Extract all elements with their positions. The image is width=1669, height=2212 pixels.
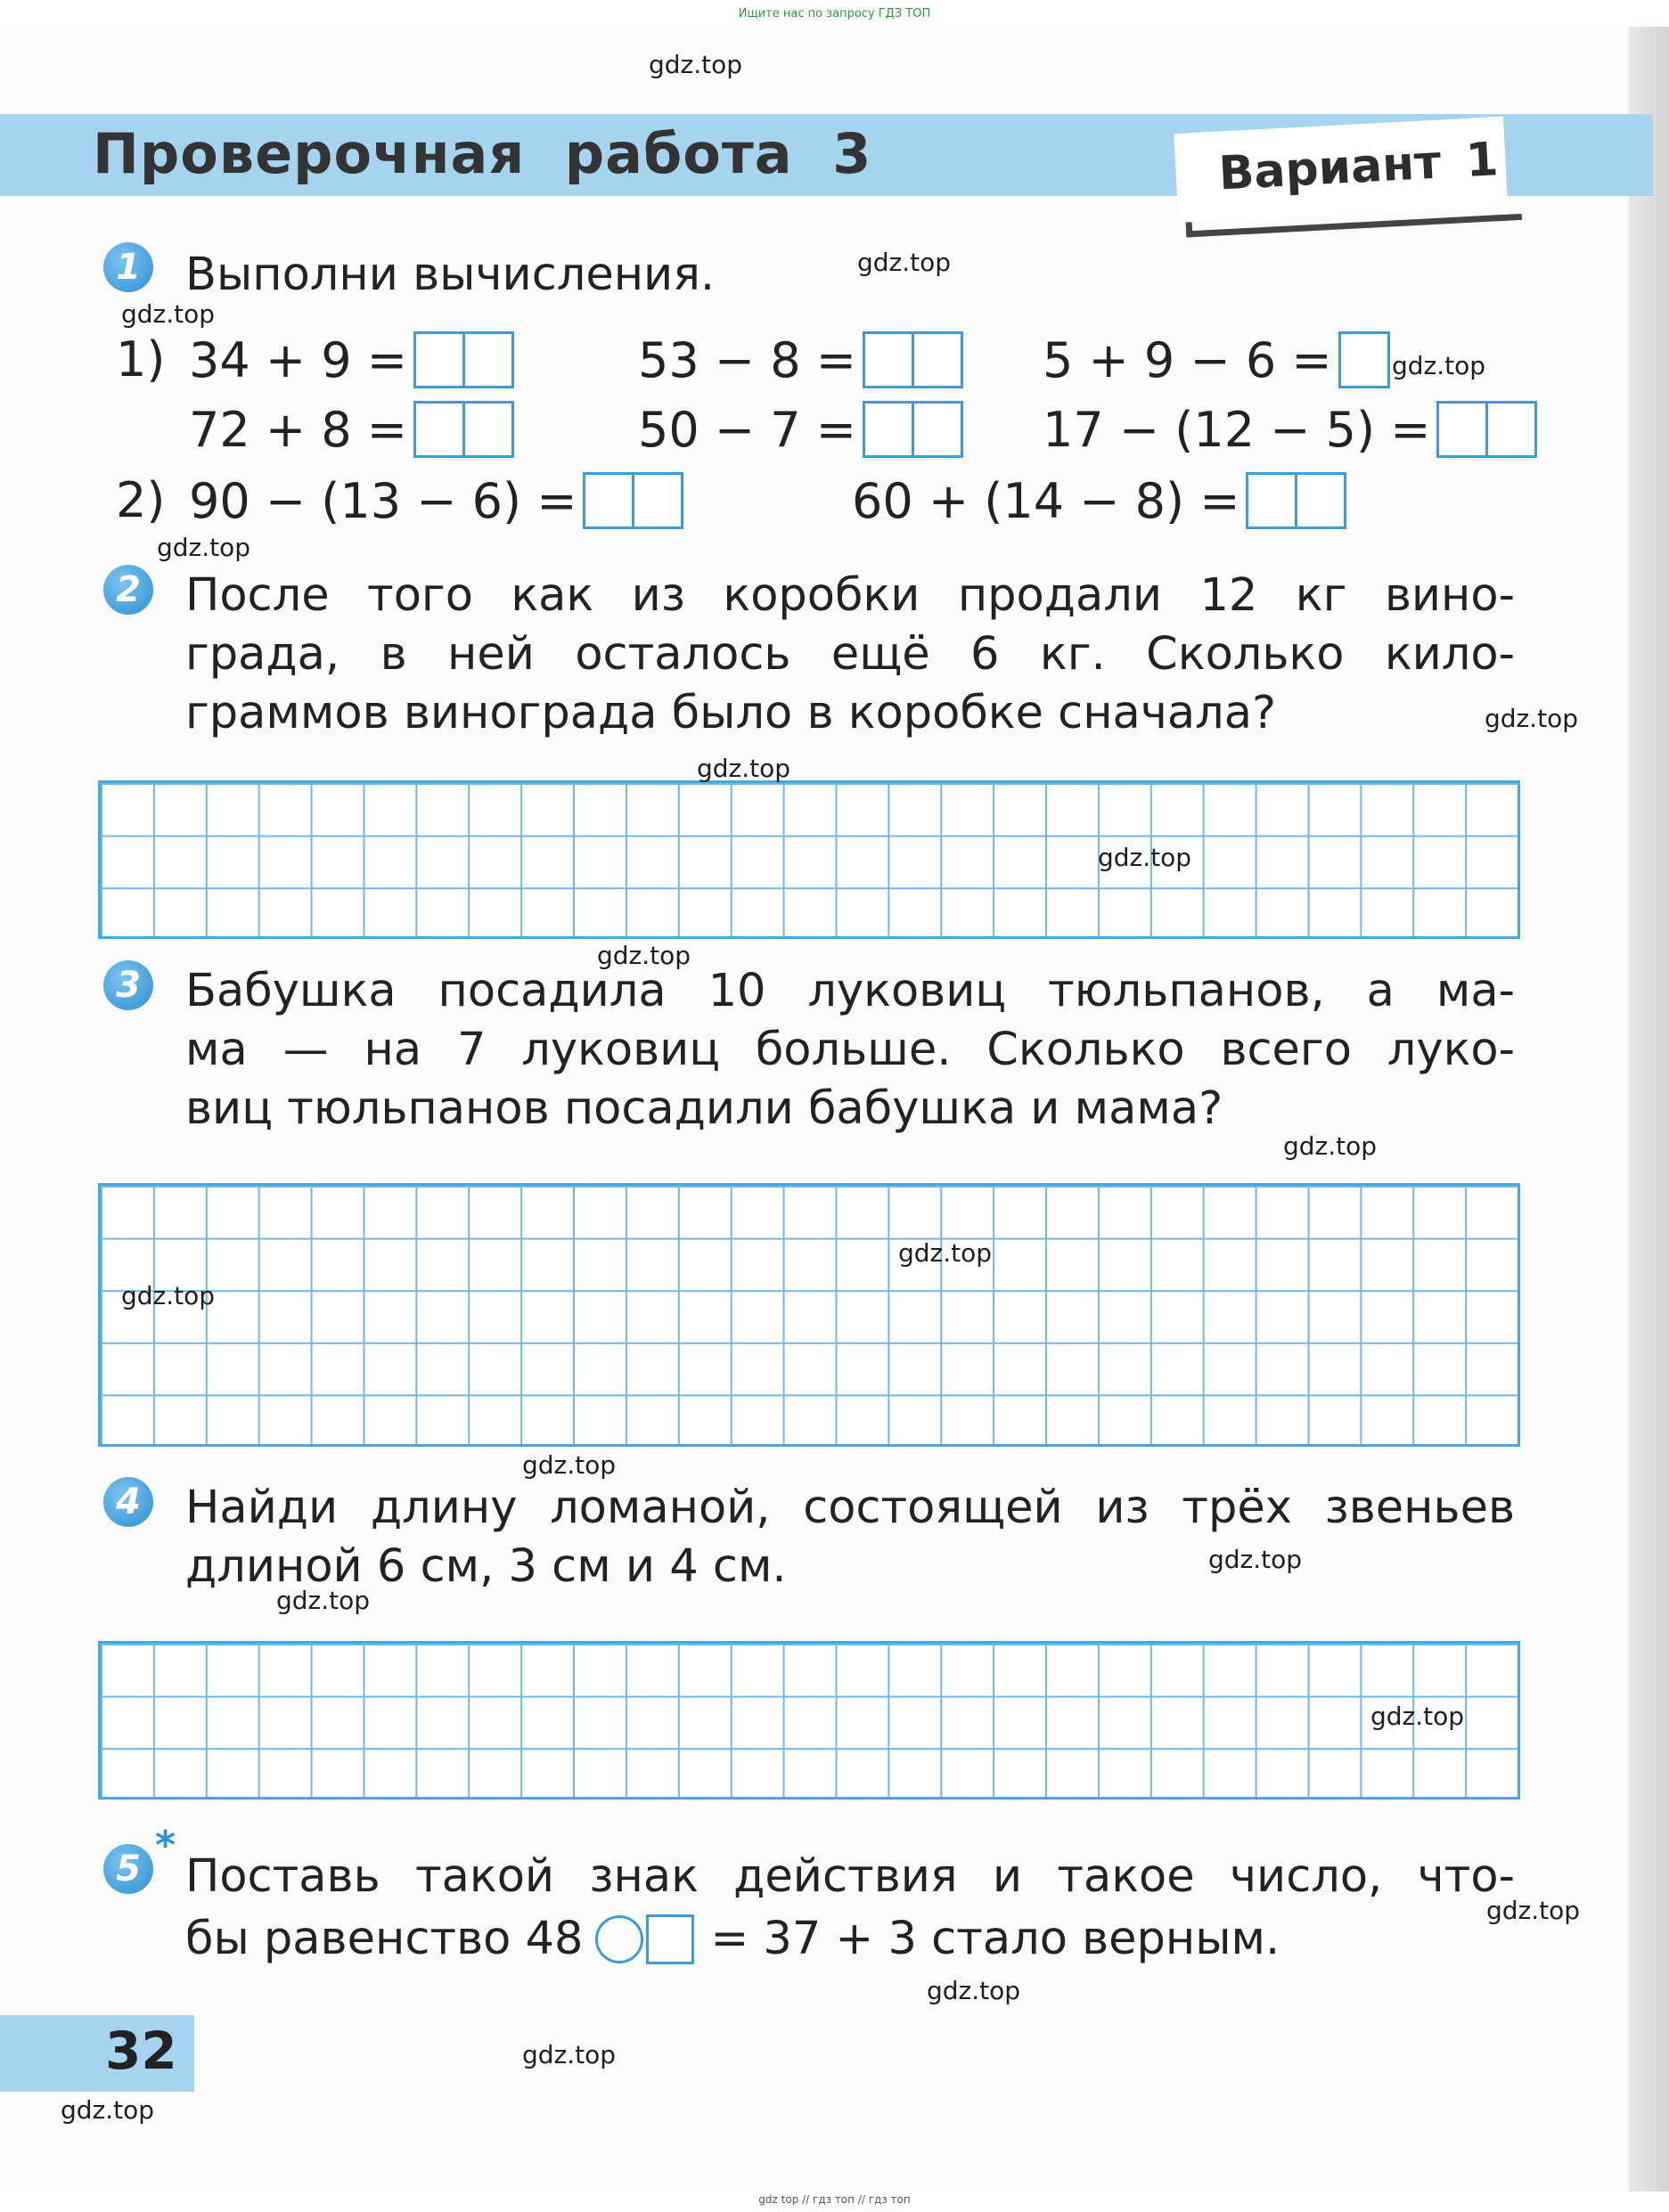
answer-cell[interactable] — [912, 331, 963, 388]
answer-cell[interactable] — [1436, 401, 1488, 458]
watermark: gdz.top — [1098, 843, 1192, 872]
watermark: gdz.top — [898, 1238, 993, 1268]
watermark: gdz.top — [1208, 1545, 1303, 1574]
task-4-text — [185, 1479, 1515, 1596]
expression-5-text: 5 + 9 − 6 = — [1043, 331, 1332, 388]
answer-cell[interactable] — [1338, 331, 1390, 388]
answer-cells-6[interactable] — [1439, 401, 1537, 458]
expression-1 — [189, 331, 514, 388]
watermark: gdz.top — [522, 1450, 617, 1480]
task-1-row-1-label: 1) — [116, 331, 166, 388]
watermark: gdz.top — [857, 248, 952, 277]
answer-cells-5[interactable] — [1341, 331, 1390, 388]
task-1-row-2-label: 2) — [116, 472, 166, 528]
expression-5 — [1043, 331, 1390, 388]
task-3-number-icon: 3 — [103, 960, 153, 1010]
task-4-number-icon: 4 — [103, 1477, 153, 1527]
answer-cell[interactable] — [462, 331, 514, 388]
watermark: gdz.top — [927, 1976, 1021, 2005]
answer-cell[interactable] — [1485, 401, 1537, 458]
watermark: gdz.top — [276, 1586, 371, 1615]
watermark: gdz.top — [121, 1281, 216, 1310]
expression-7-text: 90 − (13 − 6) = — [189, 472, 577, 529]
watermark: gdz.top — [522, 2040, 617, 2069]
expression-3-text: 53 − 8 = — [638, 331, 857, 388]
answer-cell[interactable] — [413, 401, 465, 458]
task-3-answer-grid[interactable] — [98, 1183, 1520, 1447]
expression-8 — [852, 472, 1346, 529]
expression-6 — [1043, 401, 1537, 458]
answer-cell[interactable] — [632, 472, 683, 529]
page-number: 32 — [105, 2020, 177, 2081]
task-4-answer-grid[interactable] — [98, 1641, 1520, 1800]
expression-2-text: 72 + 8 = — [189, 401, 408, 458]
task-5-star-icon: * — [155, 1823, 176, 1868]
expression-1-text: 34 + 9 = — [189, 331, 408, 388]
footer-note: gdz top // гдз топ // гдз топ — [758, 2193, 911, 2206]
watermark: gdz.top — [597, 941, 691, 970]
task-3-text — [185, 962, 1515, 1139]
expression-4-text: 50 − 7 = — [638, 401, 857, 458]
answer-cells-8[interactable] — [1248, 472, 1346, 529]
task-5-line-2 — [185, 1910, 1515, 1969]
operation-sign-circle[interactable] — [595, 1915, 643, 1963]
variant-label: Вариант 1 — [1217, 133, 1500, 201]
task-5-line-2-start: бы равенство 48 — [185, 1913, 584, 1965]
task-5-number-icon: 5 — [103, 1844, 153, 1894]
task-5-line-2-end: = 37 + 3 стало верным. — [710, 1913, 1280, 1965]
answer-cells-7[interactable] — [585, 472, 683, 529]
watermark: gdz.top — [121, 299, 216, 329]
task-5-text — [185, 1848, 1515, 1969]
watermark: gdz.top — [1392, 351, 1486, 380]
answer-cells-4[interactable] — [865, 401, 963, 458]
watermark: gdz.top — [697, 754, 791, 783]
task-2-line-3: граммов винограда было в коробке сначала? — [185, 687, 1277, 739]
answer-cells-1[interactable] — [416, 331, 514, 388]
answer-cells-3[interactable] — [865, 331, 963, 388]
watermark: gdz.top — [1283, 1131, 1378, 1161]
answer-cell[interactable] — [583, 472, 634, 529]
watermark: gdz.top — [157, 533, 251, 562]
answer-cell[interactable] — [1246, 472, 1297, 529]
task-3-line-2: ма — на 7 луковиц больше. Сколько всего луко- — [185, 1024, 1515, 1076]
answer-cell[interactable] — [863, 331, 914, 388]
task-2-number-icon: 2 — [103, 565, 153, 615]
task-3-line-1: Бабушка посадила 10 луковиц тюльпанов, а ма- — [185, 965, 1515, 1017]
expression-3 — [638, 331, 963, 388]
expression-2 — [189, 401, 514, 458]
watermark: gdz.top — [1486, 1896, 1581, 1925]
watermark: gdz.top — [1370, 1702, 1465, 1731]
task-1-text: Выполни вычисления. — [185, 249, 716, 301]
answer-cell[interactable] — [1295, 472, 1346, 529]
expression-7 — [189, 472, 683, 529]
expression-8-text: 60 + (14 − 8) = — [852, 472, 1240, 529]
number-box[interactable] — [646, 1914, 694, 1964]
task-2-text — [185, 567, 1515, 743]
task-5-line-1: Поставь такой знак действия и такое число, что- — [185, 1850, 1515, 1903]
answer-cell[interactable] — [462, 401, 514, 458]
watermark: gdz.top — [649, 50, 743, 79]
watermark: gdz.top — [1485, 704, 1579, 733]
task-1-number-icon: 1 — [103, 242, 153, 292]
task-2-line-1: После того как из коробки продали 12 кг вино- — [185, 569, 1515, 622]
expression-6-text: 17 − (12 − 5) = — [1043, 401, 1431, 458]
task-4-line-1: Найди длину ломаной, состоящей из трёх звеньев — [185, 1481, 1515, 1534]
answer-cells-2[interactable] — [416, 401, 514, 458]
task-3-line-3: виц тюльпанов посадили бабушка и мама? — [185, 1082, 1223, 1135]
answer-cell[interactable] — [413, 331, 465, 388]
task-2-answer-grid[interactable] — [98, 780, 1520, 939]
answer-cell[interactable] — [912, 401, 963, 458]
expression-4 — [638, 401, 963, 458]
page-title: Проверочная работа 3 — [93, 121, 872, 186]
page-edge — [1629, 27, 1669, 2192]
task-2-line-2: града, в ней осталось ещё 6 кг. Сколько кило- — [185, 628, 1515, 681]
answer-cell[interactable] — [863, 401, 914, 458]
watermark: gdz.top — [61, 2095, 155, 2125]
variant-badge — [1174, 116, 1520, 232]
header-note: Ищите нас по запросу ГДЗ ТОП — [738, 7, 931, 20]
task-4-line-2: длиной 6 см, 3 см и 4 см. — [185, 1540, 787, 1593]
